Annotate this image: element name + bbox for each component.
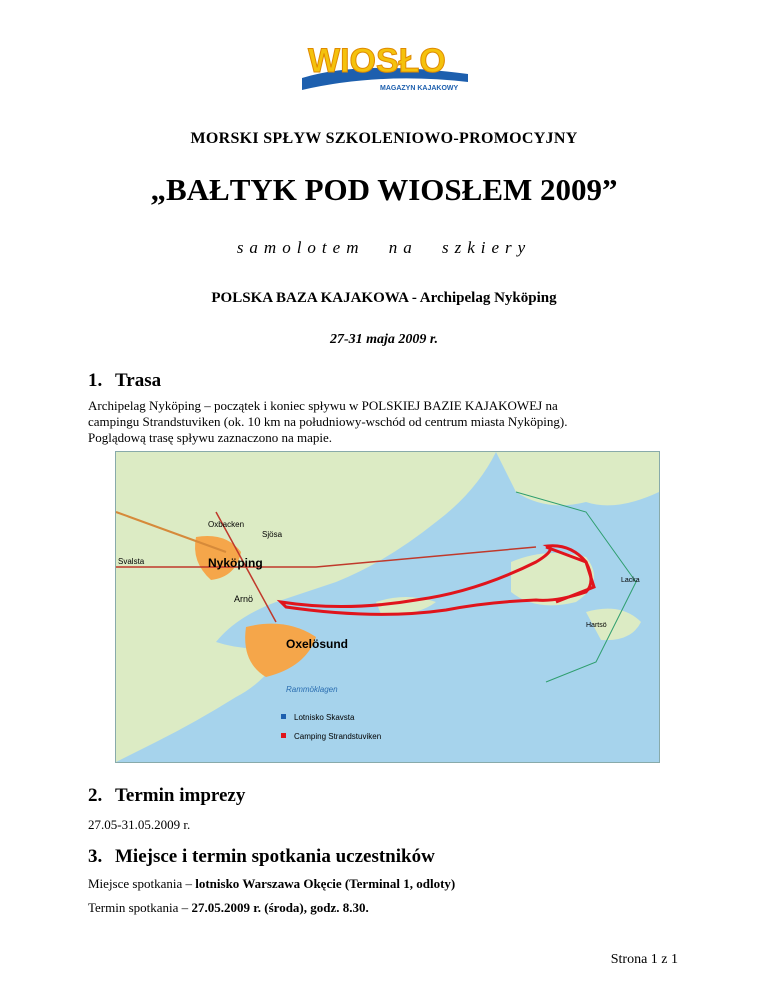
trasa-line-1: Archipelag Nyköping – początek i koniec spływu w POLSKIEJ BAZIE KAJAKOWEJ na [88,398,558,413]
label-sjosa: Sjösa [262,530,283,539]
logo-text: WIOSŁO [308,42,446,80]
label-nykoping: Nyköping [208,556,263,570]
termin-label: Termin spotkania – [88,900,192,915]
section-heading-termin [88,785,245,807]
section-heading-trasa [88,370,161,392]
section-number: 2. [88,785,103,806]
legend-marker-camping [281,733,286,738]
section-title: Miejsce i termin spotkania uczestników [115,846,435,867]
event-title: „BAŁTYK POD WIOSŁEM 2009” [150,172,618,207]
spotkanie-termin [88,900,688,916]
label-oxelosund: Oxelösund [286,637,349,651]
event-type: MORSKI SPŁYW SZKOLENIOWO-PROMOCYJNY [190,130,578,147]
page-number: Strona 1 z 1 [610,952,678,967]
logo-subtext: MAGAZYN KAJAKOWY [380,85,459,92]
section-number: 1. [88,370,103,391]
legend-camping: Camping Strandstuviken [294,732,382,741]
route-map-svg [116,452,659,762]
route-map [115,451,660,763]
termin-value: 27.05.2009 r. (środa), godz. 8.30. [191,900,369,915]
label-rammoklagen: Rammöklagen [286,685,338,694]
label-oxbacken: Oxbacken [208,520,245,529]
legend-marker-airport [281,714,286,719]
event-base: POLSKA BAZA KAJAKOWA - Archipelag Nyköping [211,290,557,306]
wioslo-logo [300,38,470,96]
label-svalsta: Svalsta [118,557,145,566]
event-subtitle: samolotem na szkiery [236,238,532,257]
label-amo: Arnö [234,594,254,604]
miejsce-value: lotnisko Warszawa Okęcie (Terminal 1, odloty) [195,876,456,891]
section-heading-spotkanie [88,846,435,868]
trasa-line-3: Poglądową trasę spływu zaznaczono na mapie. [88,430,333,445]
legend-airport: Lotnisko Skavsta [294,713,355,722]
section-number: 3. [88,846,103,867]
section-title: Termin imprezy [115,785,246,806]
trasa-description [88,398,688,446]
termin-text: 27.05-31.05.2009 r. [88,817,191,832]
event-dates: 27-31 maja 2009 r. [329,332,439,347]
trasa-line-2: campingu Strandstuviken (ok. 10 km na południowy-wschód od centrum miasta Nyköping). [88,414,568,429]
section-title: Trasa [115,370,162,391]
label-harsto: Hartsö [586,622,607,629]
miejsce-label: Miejsce spotkania – [88,876,196,891]
spotkanie-miejsce [88,876,688,892]
label-lacka: Lacka [621,577,640,584]
